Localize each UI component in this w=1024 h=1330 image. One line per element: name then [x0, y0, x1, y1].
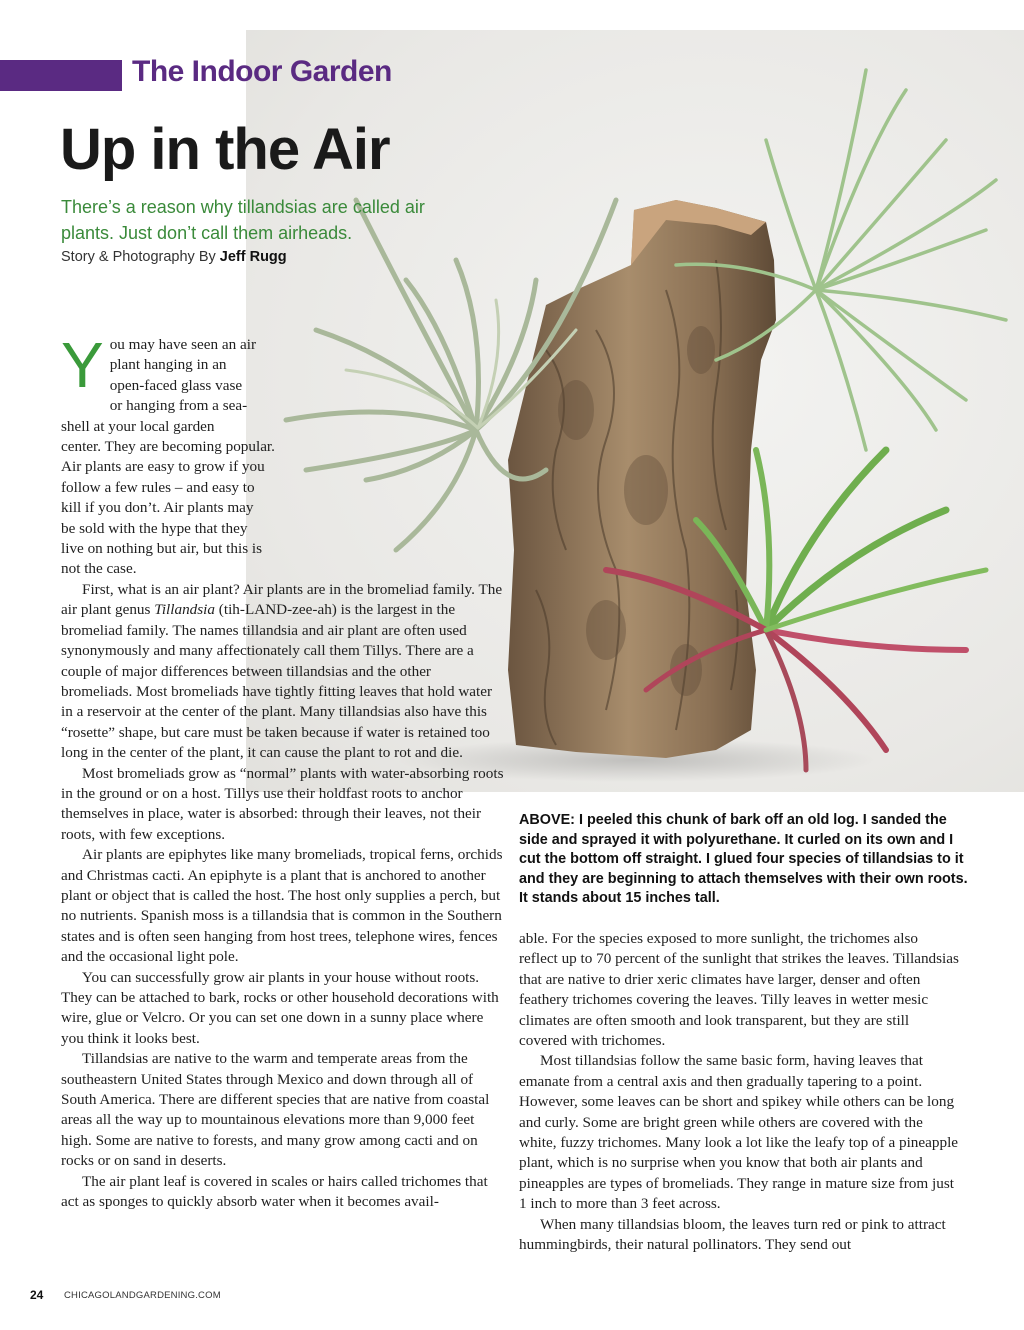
intro-line: live on nothing but air, but this is	[61, 540, 263, 558]
article-column-right	[519, 929, 959, 1256]
paragraph-native: Tillandsias are native to the warm and temperate areas from the southeastern United States through Mexico and down through all of South America. There are different species that are native from coastal areas all the way up to mountainous elevations more than 9,000 feet high. Some are native to forests, and many grow among cacti and on rocks or on sand in deserts.	[61, 1050, 490, 1170]
intro-line: or hanging from a sea-	[109, 397, 248, 415]
intro-line: kill if you don’t. Air plants may	[61, 499, 254, 517]
paragraph-bloom: When many tillandsias bloom, the leaves turn red or pink to attract hummingbirds, their natural pollinators. They send out	[519, 1215, 946, 1254]
paragraph-text: (tih-LAND-zee-ah) is the largest in the bromeliad family. The names tillandsia and air plant are often used synonymously and many affectionately call them Tillys. There are a couple of major differences between tillandsias and the other bromeliads. Most bromeliads have tightly fitting leaves that hold water in a reservoir at the center of the plant. Many tillandsias also have this “rosette” shape, but care must be taken because if water is retained too long in the center of the plant, it can cause the plant to rot and die.	[61, 601, 493, 762]
photo-caption: ABOVE: I peeled this chunk of bark off an old log. I sanded the side and sprayed it with polyurethane. It curled on its own and I cut the bottom off straight. I glued four species of tillandsias to it and they are beginning to attach themselves with their own roots. It stands about 15 inches tall.	[519, 812, 968, 907]
deck: There’s a reason why tillandsias are called air plants. Just don’t call them airheads.	[61, 197, 425, 243]
byline-author: Jeff Rugg	[219, 249, 287, 265]
paragraph-trichomes: The air plant leaf is covered in scales or hairs called trichomes that act as sponges to quickly absorb water when it becomes avail-	[61, 1172, 488, 1211]
paragraph-growing: You can successfully grow air plants in your house without roots. They can be attached to bark, rocks or other household decorations with wire, glue or Velcro. Or you can set one down in a sunny place where you think it looks best.	[61, 968, 499, 1047]
intro-line: ou may have seen an air	[109, 336, 257, 353]
intro-line: Air plants are easy to grow if you	[61, 458, 265, 476]
paragraph-continued: able. For the species exposed to more sunlight, the trichomes also reflect up to 70 percent of the sunlight that strikes the leaves. Tillandsias that are native to drier xeric climates have larger, denser and often feathery trichomes covering the leaves. Tilly leaves in wetter mesic climates are often smooth and look transparent, but they are still covered with trichomes.	[519, 930, 959, 1050]
intro-paragraph	[61, 329, 504, 580]
genus-name: Tillandsia	[154, 601, 215, 619]
footer-site: CHICAGOLANDGARDENING.COM	[64, 1290, 221, 1301]
intro-line: not the case.	[61, 560, 137, 578]
intro-line: open-faced glass vase	[109, 376, 243, 394]
byline-prefix: Story & Photography By	[61, 249, 220, 265]
paragraph-epiphytes: Air plants are epiphytes like many bromeliads, tropical ferns, orchids and Christmas cacti. An epiphyte is a plant that is anchored to another plant or object that is called the host. The host only supplies a perch, but no nutrients. Spanish moss is a tillandsia that is common in the Southern states and is often seen hanging from host trees, telephone wires, fences and the occasional light pole.	[61, 846, 503, 966]
headline: Up in the Air	[60, 117, 390, 182]
intro-line: center. They are becoming popular.	[61, 438, 275, 456]
drop-cap: Y	[61, 329, 104, 401]
byline	[61, 249, 287, 265]
article-column-left	[61, 329, 504, 1212]
section-title: The Indoor Garden	[132, 55, 392, 88]
page-number: 24	[30, 1288, 44, 1302]
paragraph-what-is	[61, 580, 504, 764]
intro-line: shell at your local garden	[61, 417, 215, 435]
section-bar	[0, 60, 122, 91]
paragraph-text: First, what is an air plant? Air plants are in the bromeliad family. The air plant genus	[61, 580, 503, 619]
paragraph-form: Most tillandsias follow the same basic form, having leaves that emanate from a central axis and then gradually tapering to a point. However, some leaves can be short and spikey while others can be long and curly. Some are bright green while others are covered with the white, fuzzy trichomes. Many look a lot like the leafy top of a pineapple plant, which is no surprise when you know that both air plants and pineapples are types of bromeliads. They range in mature size from just 1 inch to more than 3 feet across.	[519, 1052, 959, 1213]
intro-line: plant hanging in an	[109, 356, 227, 374]
intro-line: be sold with the hype that they	[61, 519, 248, 537]
intro-line: follow a few rules – and easy to	[61, 478, 255, 496]
paragraph-bromeliads: Most bromeliads grow as “normal” plants with water-absorbing roots in the ground or on a host. Tillys use their holdfast roots to anchor themselves in place, water is absorbed: through their leaves, not their roots, with few exceptions.	[61, 764, 504, 843]
